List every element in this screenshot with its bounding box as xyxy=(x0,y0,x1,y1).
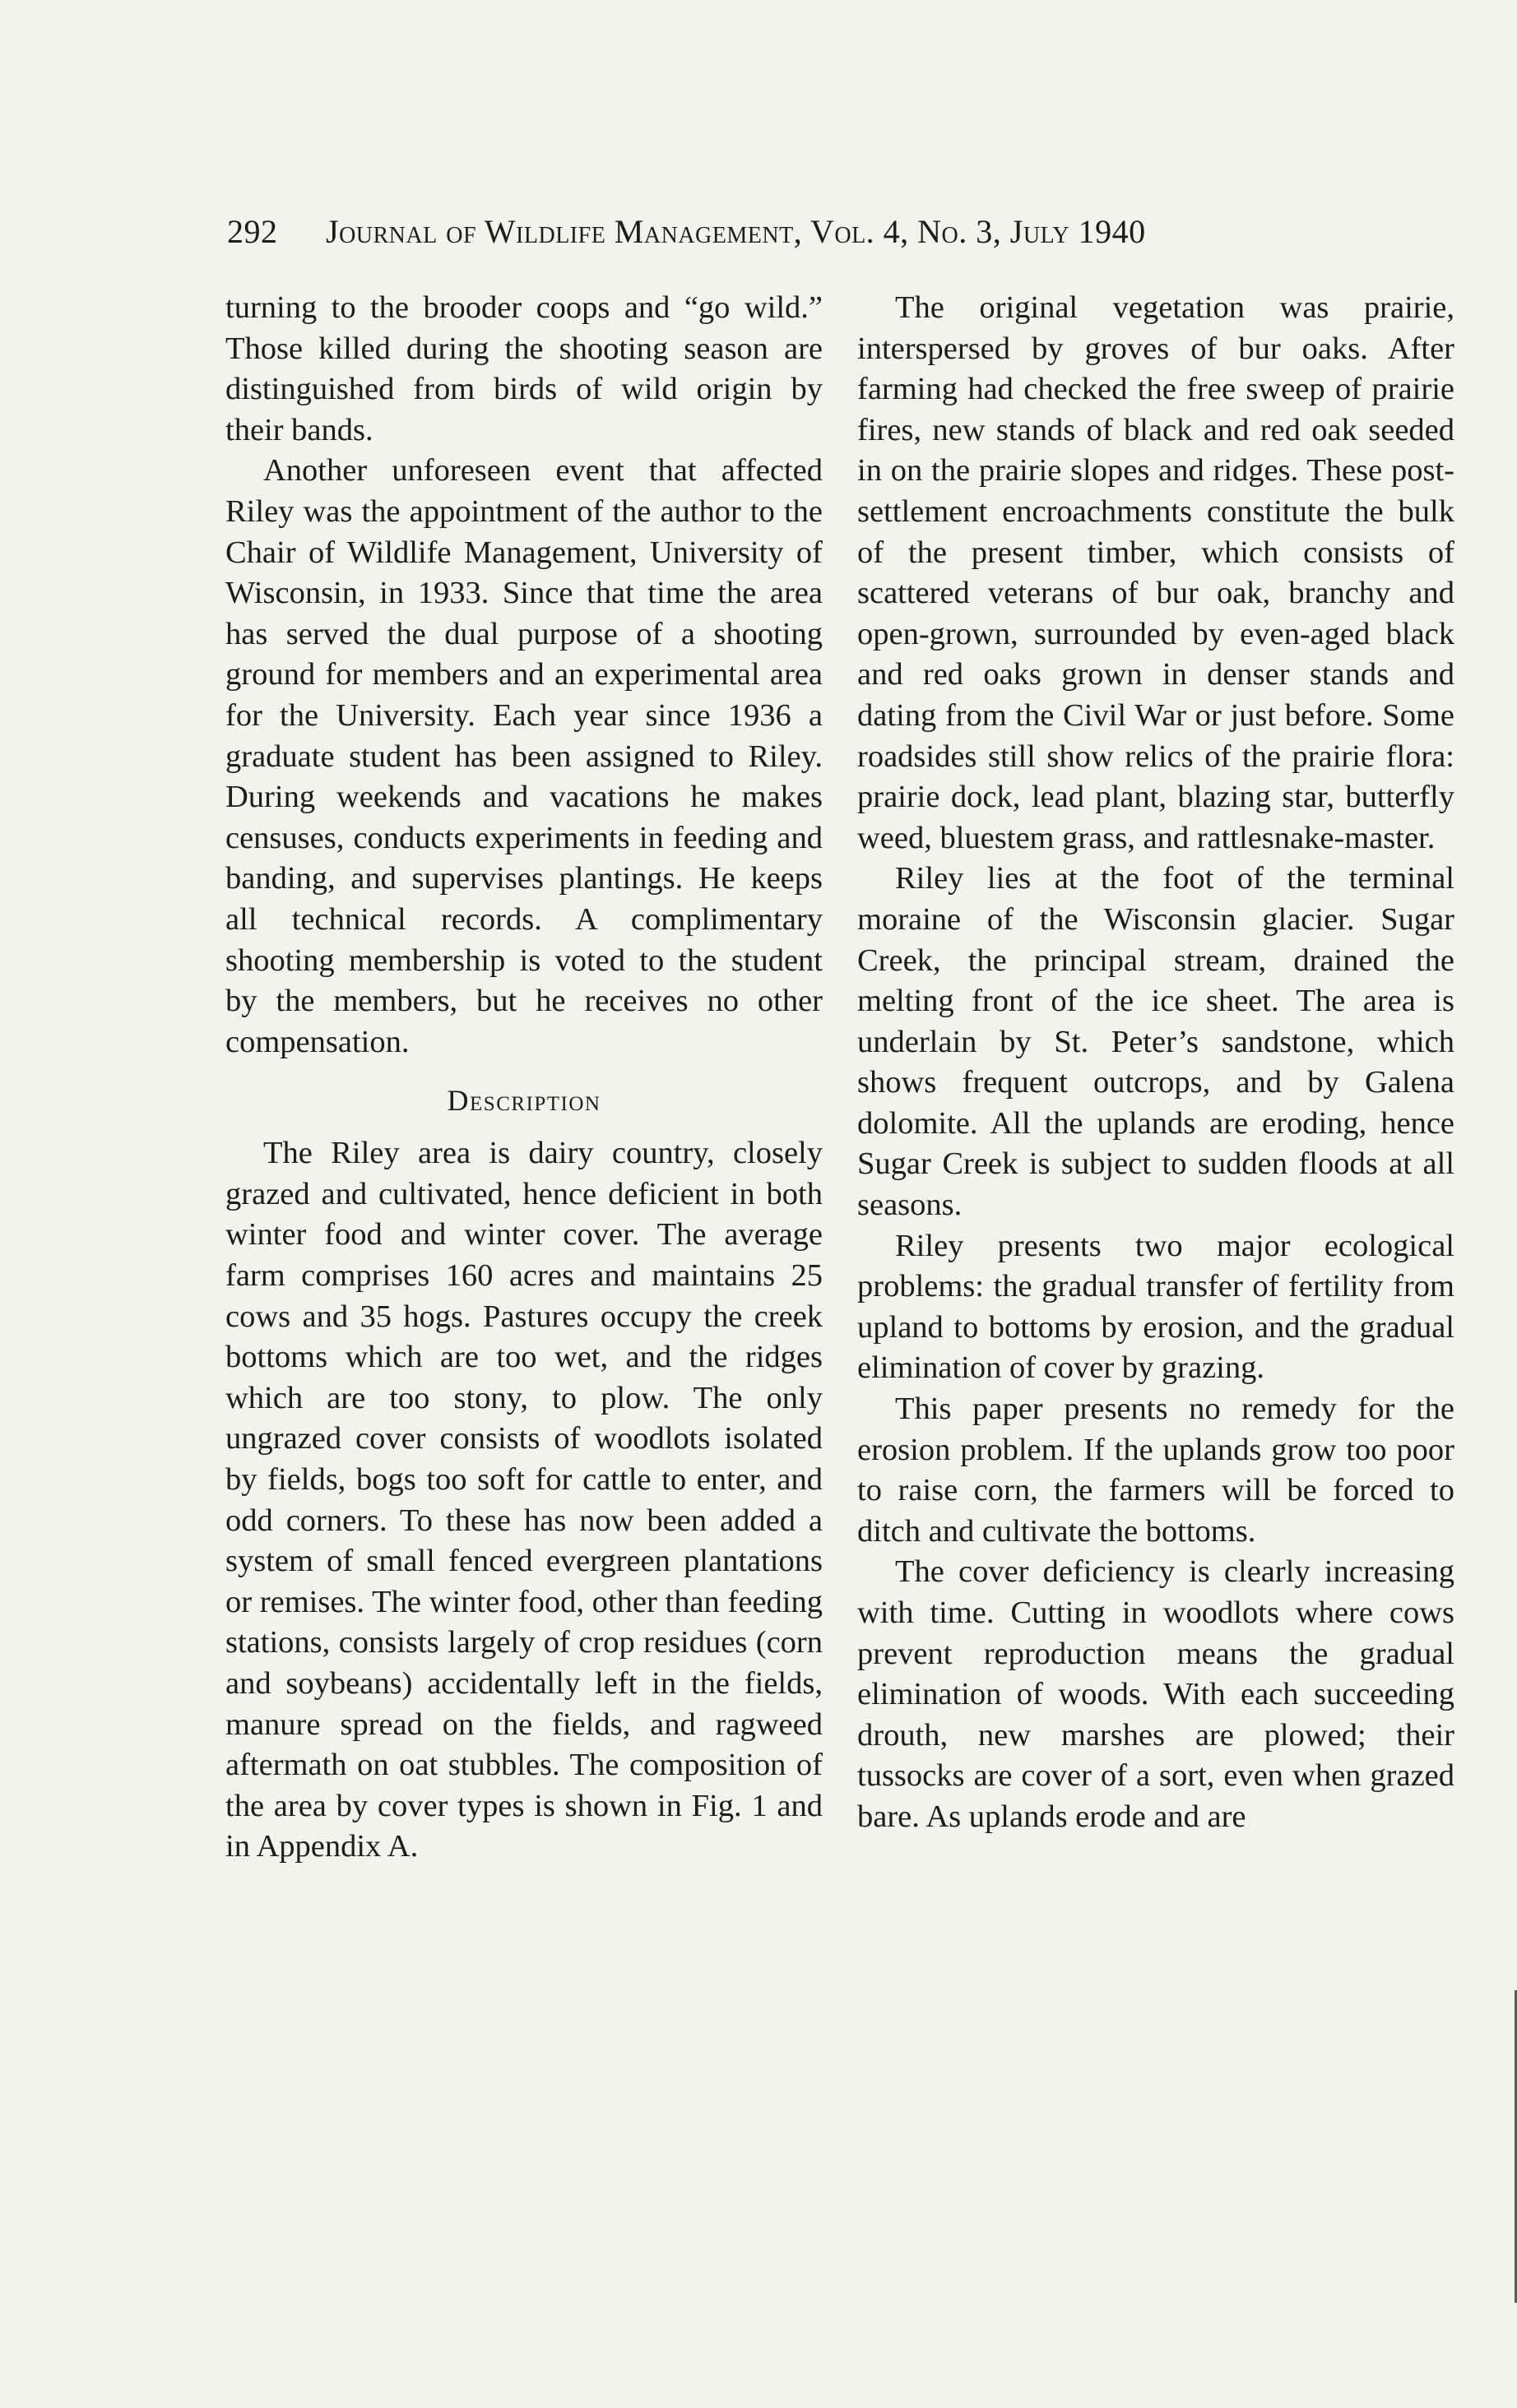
paragraph: Another unforeseen event that affected Riley was the appointment of the author to the Chair of Wildlife Management, University of Wisconsin, in 1933. Since that time the area has served the dual purpose of a shooting ground for members and an experimental area for the University. Each year since 1936 a graduate student has been assigned to Riley. During weekends and vacations he makes censuses, conducts experiments in feeding and banding, and supervises plantings. He keeps all technical records. A complimentary shooting membership is voted to the student by the members, but he receives no other compensation. xyxy=(225,453,823,1059)
paragraph: This paper presents no remedy for the erosion problem. If the uplands grow too poor to raise corn, the farmers will be forced to ditch and cultivate the bottoms. xyxy=(857,1392,1454,1549)
right-column xyxy=(857,288,1454,1838)
paragraph: The cover deficiency is clearly increasing with time. Cutting in woodlots where cows prevent reproduction means the gradual elimination of woods. With each succeeding drouth, new marshes are plowed; their tussocks are cover of a sort, even when grazed bare. As uplands erode and are xyxy=(857,1554,1454,1834)
paragraph-continued: turning to the brooder coops and “go wild.” Those killed during the shooting season are distinguished from birds of wild origin by their bands. xyxy=(225,290,823,447)
running-title: Journal of Wildlife Management, Vol. 4, No. 3, July 1940 xyxy=(326,213,1146,250)
paragraph: The Riley area is dairy country, closely grazed and cultivated, hence deficient in both winter food and winter cover. The average farm comprises 160 acres and maintains 25 cows and 35 hogs. Pastures occupy the creek bottoms which are too wet, and the ridges which are too stony, to plow. The only ungrazed cover consists of woodlots isolated by fields, bogs too soft for cattle to enter, and odd corners. To these has now been added a system of small fenced evergreen plantations or remises. The winter food, other than feeding stations, consists largely of crop residues (corn and soybeans) accidentally left in the fields, manure spread on the fields, and ragweed aftermath on oat stubbles. The composition of the area by cover types is shown in Fig. 1 and in Appendix A. xyxy=(225,1136,823,1864)
paragraph: Riley lies at the foot of the terminal moraine of the Wisconsin glacier. Sugar Creek, the principal stream, drained the melting front of the ice sheet. The area is underlain by St. Peter’s sandstone, which shows frequent outcrops, and by Galena dolomite. All the uplands are eroding, hence Sugar Creek is subject to sudden floods at all seasons. xyxy=(857,861,1454,1223)
section-heading-description: Description xyxy=(447,1084,601,1118)
paragraph: The original vegetation was prairie, interspersed by groves of bur oaks. After farming had checked the free sweep of prairie fires, new stands of black and red oak seeded in on the prairie slopes and ridges. These post-settlement encroachments constitute the bulk of the present timber, which consists of scattered veterans of bur oak, branchy and open-grown, surrounded by even-aged black and red oaks grown in denser stands and dating from the Civil War or just before. Some roadsides still show relics of the prairie flora: prairie dock, lead plant, blazing star, butterfly weed, bluestem grass, and rattlesnake-master. xyxy=(857,290,1454,855)
running-header xyxy=(227,207,1338,257)
left-column xyxy=(225,288,823,1868)
paragraph: Riley presents two major ecological problems: the gradual transfer of fertility from upland to bottoms by erosion, and the gradual elimination of cover by grazing. xyxy=(857,1228,1454,1386)
page-number: 292 xyxy=(227,213,278,250)
